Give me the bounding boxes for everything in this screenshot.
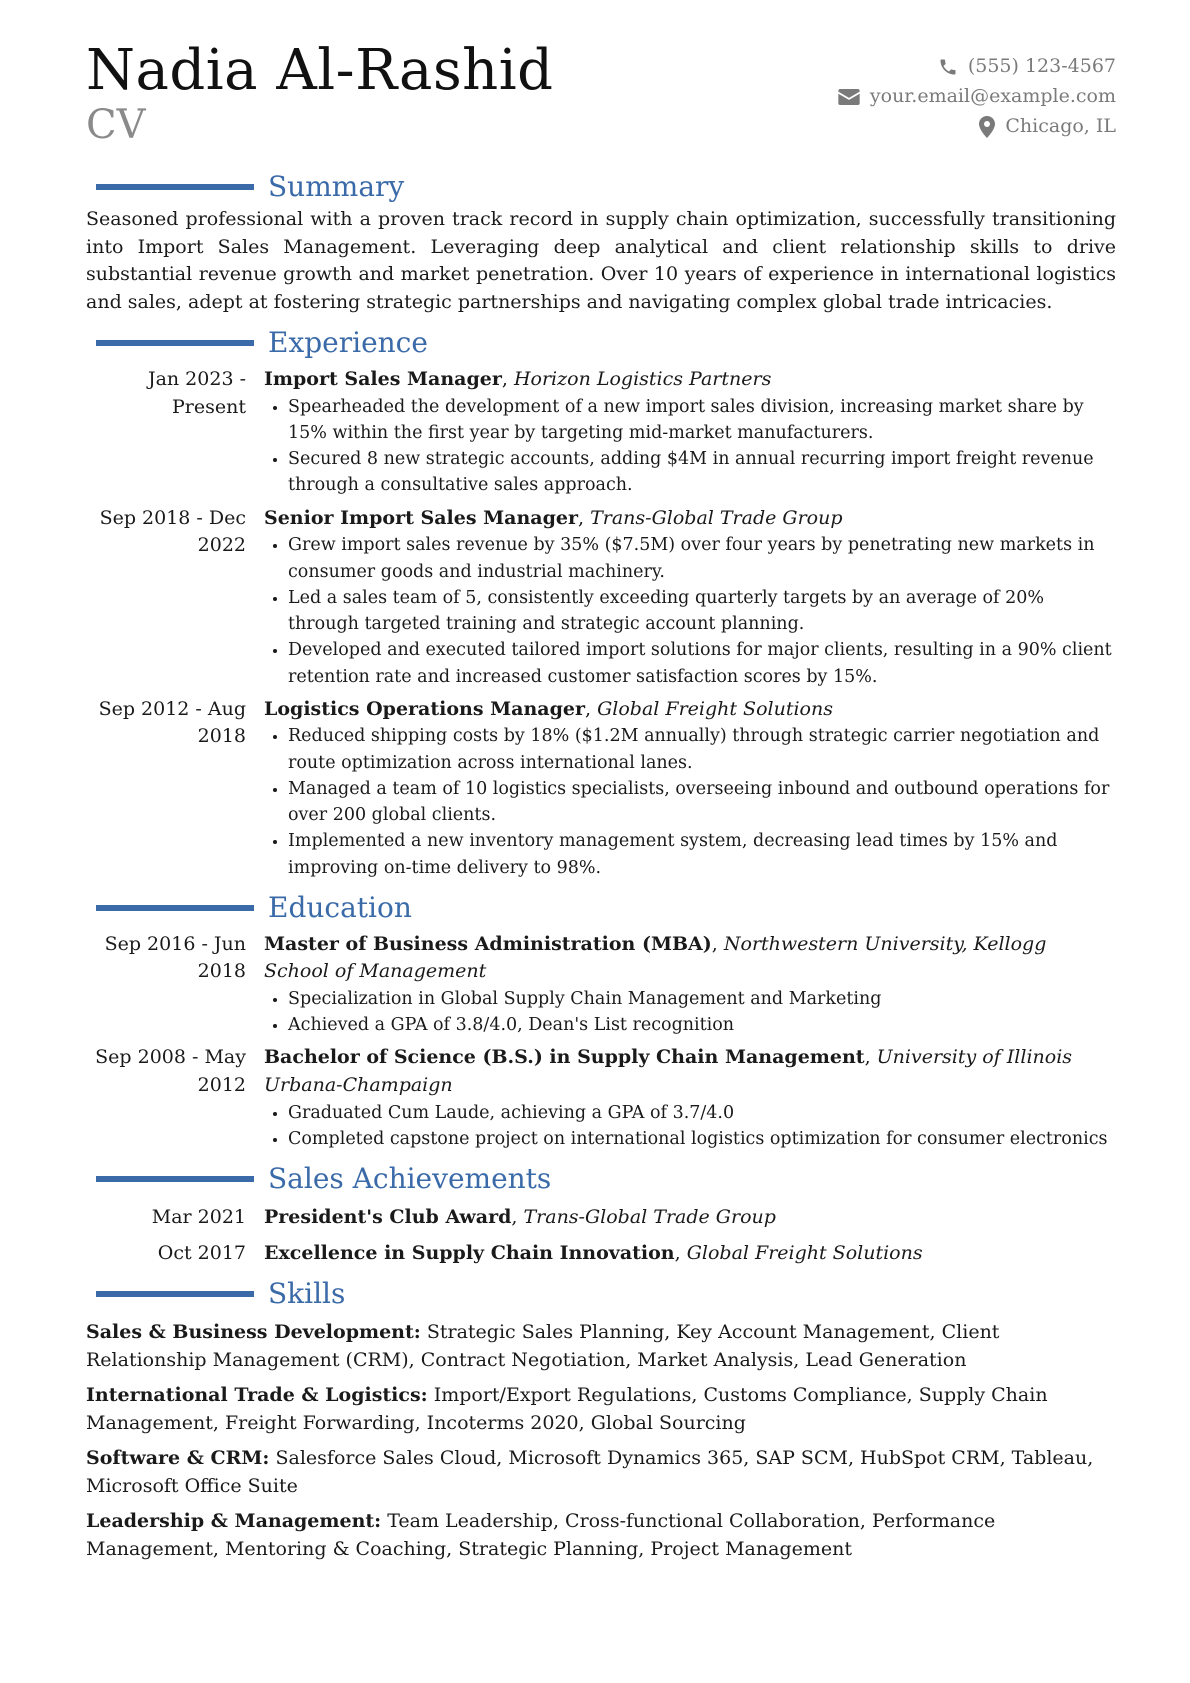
entry-title: Logistics Operations Manager xyxy=(264,697,585,720)
skill-group xyxy=(86,1445,1116,1500)
bullet-item: • Completed capstone project on international logistics optimization for consumer electronics xyxy=(288,1126,1116,1152)
entry-date: Oct 2017 xyxy=(157,1241,246,1264)
skill-text: Import/Export Regulations, Customs Compliance, Supply Chain Management, Freight Forwarding, Incoterms 2020, Global Sourcing xyxy=(86,1384,1048,1434)
contact-location xyxy=(838,112,1116,142)
phone-icon xyxy=(938,57,958,77)
bullet-item: • Led a sales team of 5, consistently exceeding quarterly targets by an average of 20% through targeted training and strategic account planning. xyxy=(288,585,1116,638)
entry-date: Sep 2012 - Aug 2018 xyxy=(98,697,246,748)
skill-group xyxy=(86,1508,1116,1563)
entry-title: Bachelor of Science (B.S.) in Supply Chain Management xyxy=(264,1046,865,1069)
section-title: Education xyxy=(268,890,412,924)
envelope-icon xyxy=(838,89,860,105)
contact-email xyxy=(838,82,1116,112)
entry-org: Trans-Global Trade Group xyxy=(590,506,843,529)
skill-group xyxy=(86,1382,1116,1437)
section-bar xyxy=(96,1176,254,1182)
bullet-item: • Developed and executed tailored import solutions for major clients, resulting in a 90% client retention rate and increased customer satisfaction scores by 15%. xyxy=(288,637,1116,690)
entry-bullets xyxy=(264,986,1116,1039)
skill-label: Leadership & Management: xyxy=(86,1510,382,1533)
bullet-item: • Grew import sales revenue by 35% ($7.5M) over four years by penetrating new markets in consumer goods and industrial machinery. xyxy=(288,532,1116,585)
section-bar xyxy=(96,184,254,190)
entry-org: Horizon Logistics Partners xyxy=(513,368,772,391)
bullet-item: • Secured 8 new strategic accounts, adding $4M in annual recurring import freight revenue through a consultative sales approach. xyxy=(288,446,1116,499)
entry-date: Jan 2023 - Present xyxy=(147,368,246,418)
entry-heading: Bachelor of Science (B.S.) in Supply Chain Management, University of Illinois Urbana-Champaign xyxy=(264,1046,1073,1096)
entry-heading: President's Club Award, Trans-Global Trade Group xyxy=(264,1206,776,1229)
section-bar xyxy=(96,1291,254,1297)
entry-org: University of Illinois Urbana-Champaign xyxy=(264,1046,1073,1096)
phone-text: (555) 123-4567 xyxy=(967,55,1116,78)
cv-header xyxy=(86,38,1116,160)
entry-date: Sep 2016 - Jun 2018 xyxy=(104,932,246,983)
skill-group xyxy=(86,1319,1116,1374)
section-title: Summary xyxy=(268,170,405,203)
entry-title: Import Sales Manager xyxy=(264,368,502,391)
entry-heading: Logistics Operations Manager, Global Freight Solutions xyxy=(264,697,833,720)
entry-heading: Excellence in Supply Chain Innovation, Global Freight Solutions xyxy=(264,1241,923,1264)
section-achievements xyxy=(86,1162,1116,1196)
entry-date: Sep 2008 - May 2012 xyxy=(95,1046,246,1096)
bullet-item: • Implemented a new inventory management system, decreasing lead times by 15% and improving on-time delivery to 98%. xyxy=(288,828,1116,881)
entry-date: Sep 2018 - Dec 2022 xyxy=(99,506,246,557)
section-title: Skills xyxy=(268,1277,346,1311)
bullet-item: • Reduced shipping costs by 18% ($1.2M annually) through strategic carrier negotiation and route optimization across international lanes. xyxy=(288,723,1116,776)
entry-date: Mar 2021 xyxy=(151,1206,246,1229)
contact-block xyxy=(838,52,1116,142)
education-entry xyxy=(86,931,1116,1039)
entry-title: Excellence in Supply Chain Innovation xyxy=(264,1241,675,1264)
section-bar xyxy=(96,340,254,346)
bullet-item: • Achieved a GPA of 3.8/4.0, Dean's List recognition xyxy=(288,1012,1116,1038)
entry-heading: Senior Import Sales Manager, Trans-Global Trade Group xyxy=(264,506,843,529)
section-education xyxy=(86,891,1116,925)
achievement-entry xyxy=(86,1240,1116,1268)
entry-bullets xyxy=(264,1100,1116,1153)
entry-org: Trans-Global Trade Group xyxy=(523,1206,776,1229)
cv-page xyxy=(86,38,1116,1563)
entry-bullets xyxy=(264,532,1116,690)
bullet-item: • Graduated Cum Laude, achieving a GPA of 3.7/4.0 xyxy=(288,1100,1116,1126)
experience-entry xyxy=(86,696,1116,881)
entry-org: Northwestern University, Kellogg School of Management xyxy=(264,932,1047,983)
skill-text: Salesforce Sales Cloud, Microsoft Dynamics 365, SAP SCM, HubSpot CRM, Tableau, Microsoft Office Suite xyxy=(86,1447,1094,1497)
entry-title: President's Club Award xyxy=(264,1206,512,1229)
experience-entry xyxy=(86,366,1116,499)
skill-label: Sales & Business Development: xyxy=(86,1321,421,1344)
bullet-item: • Managed a team of 10 logistics specialists, overseeing inbound and outbound operations for over 200 global clients. xyxy=(288,776,1116,829)
section-skills xyxy=(86,1277,1116,1311)
entry-bullets xyxy=(264,723,1116,881)
email-link[interactable]: your.email@example.com xyxy=(869,85,1116,108)
entry-org: Global Freight Solutions xyxy=(597,697,833,720)
entry-title: Senior Import Sales Manager xyxy=(264,506,578,529)
experience-entry xyxy=(86,505,1116,690)
person-name: Nadia Al-Rashid xyxy=(86,38,554,103)
skill-text: Strategic Sales Planning, Key Account Management, Client Relationship Management (CRM), Contract Negotiation, Market Analysis, Lead Generation xyxy=(86,1321,1000,1371)
skill-text: Team Leadership, Cross-functional Collaboration, Performance Management, Mentoring & Coaching, Strategic Planning, Project Management xyxy=(86,1510,996,1560)
entry-bullets xyxy=(264,394,1116,499)
section-experience xyxy=(86,326,1116,360)
skill-label: Software & CRM: xyxy=(86,1447,270,1470)
section-summary xyxy=(86,170,1116,204)
bullet-item: • Specialization in Global Supply Chain Management and Marketing xyxy=(288,986,1116,1012)
section-bar xyxy=(96,905,254,911)
entry-title: Master of Business Administration (MBA) xyxy=(264,932,712,955)
summary-text: Seasoned professional with a proven track record in supply chain optimization, successfully transitioning into Import Sales Management. Leveraging deep analytical and client relationship skills to drive substantial revenue growth and market penetration. Over 10 years of experience in international logistics and sales, adept at fostering strategic partnerships and navigating complex global trade intricacies. xyxy=(86,208,1116,313)
entry-heading: Master of Business Administration (MBA), Northwestern University, Kellogg School of Management xyxy=(264,932,1047,983)
education-entry xyxy=(86,1044,1116,1152)
bullet-item: • Spearheaded the development of a new import sales division, increasing market share by 15% within the first year by targeting mid-market manufacturers. xyxy=(288,394,1116,447)
achievement-entry xyxy=(86,1204,1116,1232)
location-text: Chicago, IL xyxy=(1005,115,1116,138)
section-title: Experience xyxy=(268,326,428,360)
map-pin-icon xyxy=(979,116,995,138)
document-subtitle: CV xyxy=(86,101,146,148)
section-title: Sales Achievements xyxy=(268,1162,552,1196)
entry-org: Global Freight Solutions xyxy=(686,1241,923,1264)
skill-label: International Trade & Logistics: xyxy=(86,1384,428,1407)
entry-heading: Import Sales Manager, Horizon Logistics Partners xyxy=(264,368,772,391)
contact-phone xyxy=(838,52,1116,82)
